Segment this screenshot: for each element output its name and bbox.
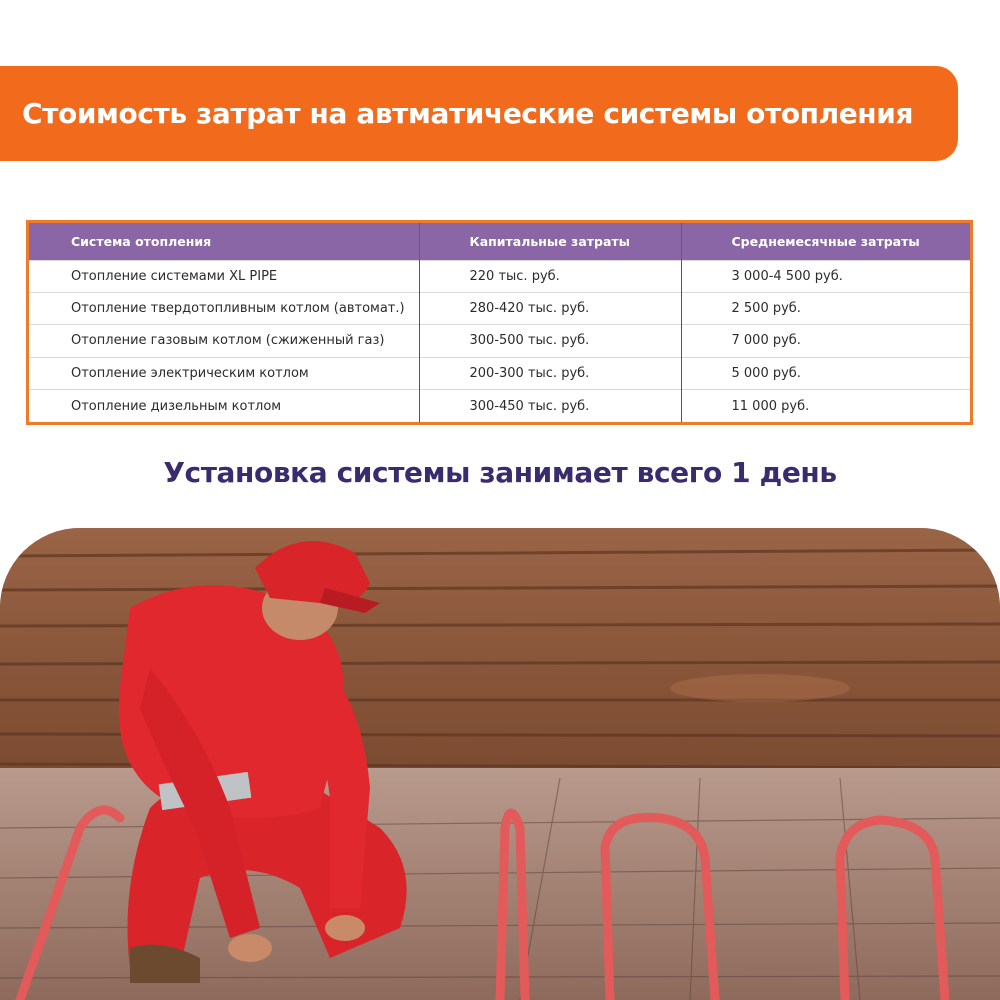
table-cell-monthly: 11 000 руб. xyxy=(681,390,970,422)
column-header-capital-cost: Капитальные затраты xyxy=(419,223,681,260)
table-cell-capital: 220 тыс. руб. xyxy=(419,260,681,292)
table-cell-monthly: 5 000 руб. xyxy=(681,357,970,389)
cost-table-frame xyxy=(26,220,973,425)
table-cell-monthly: 2 500 руб. xyxy=(681,292,970,324)
table-cell-capital: 200-300 тыс. руб. xyxy=(419,357,681,389)
table-header-row xyxy=(29,223,970,260)
table-row xyxy=(29,390,970,422)
table-cell-capital: 280-420 тыс. руб. xyxy=(419,292,681,324)
headline-banner xyxy=(0,66,958,161)
installation-photo-illustration xyxy=(0,528,1000,1000)
table-cell-monthly: 7 000 руб. xyxy=(681,325,970,357)
table-cell-system: Отопление дизельным котлом xyxy=(29,390,419,422)
table-row xyxy=(29,260,970,292)
table-cell-system: Отопление системами XL PIPE xyxy=(29,260,419,292)
table-cell-system: Отопление газовым котлом (сжиженный газ) xyxy=(29,325,419,357)
table-row xyxy=(29,292,970,324)
page-title: Стоимость затрат на автматические системы отопления xyxy=(22,97,914,130)
installation-subtitle: Установка системы занимает всего 1 день xyxy=(163,456,837,489)
table-row xyxy=(29,325,970,357)
cost-table xyxy=(29,223,970,422)
table-cell-system: Отопление твердотопливным котлом (автомат.) xyxy=(29,292,419,324)
table-cell-capital: 300-500 тыс. руб. xyxy=(419,325,681,357)
installation-photo xyxy=(0,528,1000,1000)
table-row xyxy=(29,357,970,389)
column-header-monthly-cost: Среднемесячные затраты xyxy=(731,233,920,249)
table-cell-system: Отопление электрическим котлом xyxy=(29,357,419,389)
column-header-system: Система отопления xyxy=(29,223,419,260)
table-cell-monthly: 3 000-4 500 руб. xyxy=(681,260,970,292)
table-cell-capital: 300-450 тыс. руб. xyxy=(419,390,681,422)
